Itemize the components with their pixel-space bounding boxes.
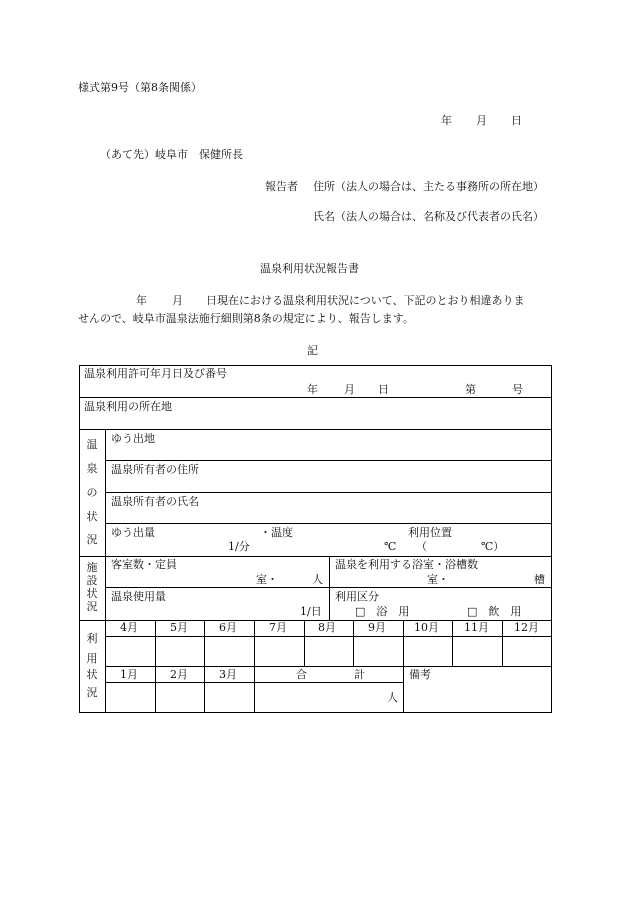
- flow-unit: 1/分: [228, 540, 250, 553]
- permit-label: 温泉利用許可年月日及び番号: [84, 367, 227, 380]
- date-day-label: 日: [511, 114, 522, 127]
- total-label-2: 計: [354, 668, 365, 681]
- usage-section-char: 況: [86, 686, 98, 699]
- table-rule: [105, 460, 552, 461]
- month-header: 1月: [120, 668, 138, 681]
- spring-section-char: の: [86, 486, 98, 499]
- table-rule: [204, 620, 205, 666]
- flow-label: ゆう出量: [111, 526, 155, 539]
- form-number: 様式第9号（第8条関係）: [78, 81, 202, 94]
- address-label: 住所（法人の場合は、主たる事務所の所在地）: [313, 180, 544, 193]
- usage-amount-unit: 1/日: [300, 605, 322, 618]
- temp-unit: ℃: [384, 540, 397, 553]
- table-rule: [155, 666, 156, 713]
- owner-name-label: 温泉所有者の氏名: [111, 495, 199, 508]
- table-rule: [105, 523, 552, 524]
- table-rule: [79, 429, 552, 430]
- body-year: 年: [136, 294, 147, 307]
- table-rule: [79, 556, 552, 557]
- facility-section-char: 状: [86, 587, 98, 600]
- table-rule: [254, 666, 255, 713]
- name-label: 氏名（法人の場合は、名称及び代表者の氏名）: [313, 210, 544, 223]
- month-header: 11月: [464, 621, 489, 634]
- capacity-unit: 人: [312, 573, 323, 586]
- month-header: 10月: [414, 621, 439, 634]
- body-text-line1: 日現在における温泉利用状況について、下記のとおり相違ありま: [206, 294, 525, 307]
- document-title: 温泉利用状況報告書: [260, 262, 359, 275]
- remarks-label: 備考: [409, 668, 431, 681]
- date-year-label: 年: [441, 114, 452, 127]
- total-label-1: 合: [296, 668, 307, 681]
- position-label: 利用位置: [408, 526, 452, 539]
- month-header: 7月: [269, 621, 287, 634]
- owner-address-label: 温泉所有者の住所: [111, 463, 199, 476]
- table-rule: [105, 636, 552, 637]
- table-rule: [452, 620, 453, 666]
- usage-section-char: 利: [86, 632, 98, 645]
- table-rule: [155, 620, 156, 666]
- drink-use-checkbox[interactable]: □ 飲 用: [467, 605, 522, 618]
- baths-unit: 室・: [427, 573, 449, 586]
- rooms-unit: 室・: [256, 573, 278, 586]
- spring-section-char: 泉: [86, 462, 98, 475]
- month-header: 4月: [120, 621, 138, 634]
- usage-section-char: 状: [86, 668, 98, 681]
- source-label: ゆう出地: [111, 432, 155, 445]
- facility-section-char: 況: [86, 600, 98, 613]
- table-rule: [502, 620, 503, 666]
- position-paren-open: （: [416, 540, 427, 553]
- spring-section-char: 況: [86, 533, 98, 546]
- month-header: 8月: [318, 621, 336, 634]
- month-header: 6月: [219, 621, 237, 634]
- usage-section-char: 用: [86, 652, 98, 665]
- usage-class-label: 利用区分: [335, 590, 379, 603]
- rooms-label: 客室数・定員: [111, 558, 177, 571]
- tanks-unit: 槽: [534, 573, 545, 586]
- total-unit: 人: [387, 691, 398, 704]
- table-rule: [353, 620, 354, 666]
- table-rule: [79, 397, 552, 398]
- month-header: 5月: [170, 621, 188, 634]
- addressee: （あて先）岐阜市 保健所長: [100, 148, 243, 161]
- spring-section-char: 状: [86, 510, 98, 523]
- location-label: 温泉利用の所在地: [84, 400, 172, 413]
- permit-go-label: 号: [512, 383, 523, 396]
- temp-label: ・温度: [260, 526, 293, 539]
- spring-section-char: 温: [86, 438, 98, 451]
- permit-dai-label: 第: [465, 383, 476, 396]
- permit-year-label: 年: [307, 383, 318, 396]
- permit-day-label: 日: [378, 383, 389, 396]
- table-rule: [105, 666, 552, 667]
- reporter-label: 報告者: [265, 180, 298, 193]
- body-text-line2: せんので、岐阜市温泉法施行細則第8条の規定により、報告します。: [78, 312, 414, 325]
- baths-label: 温泉を利用する浴室・浴槽数: [335, 558, 478, 571]
- body-month: 月: [172, 294, 183, 307]
- table-rule: [329, 556, 330, 620]
- position-unit: ℃）: [481, 540, 505, 553]
- table-rule: [204, 666, 205, 713]
- month-header: 9月: [368, 621, 386, 634]
- ki-label: 記: [307, 344, 318, 357]
- facility-section-char: 設: [86, 574, 98, 587]
- date-month-label: 月: [476, 114, 487, 127]
- table-rule: [403, 620, 404, 713]
- month-header: 2月: [170, 668, 188, 681]
- table-rule: [105, 429, 106, 713]
- facility-section-char: 施: [86, 561, 98, 574]
- table-rule: [304, 620, 305, 666]
- month-header: 3月: [219, 668, 237, 681]
- table-rule: [254, 620, 255, 666]
- permit-month-label: 月: [344, 383, 355, 396]
- month-header: 12月: [514, 621, 539, 634]
- table-rule: [105, 492, 552, 493]
- bath-use-checkbox[interactable]: □ 浴 用: [355, 605, 410, 618]
- usage-amount-label: 温泉使用量: [111, 590, 166, 603]
